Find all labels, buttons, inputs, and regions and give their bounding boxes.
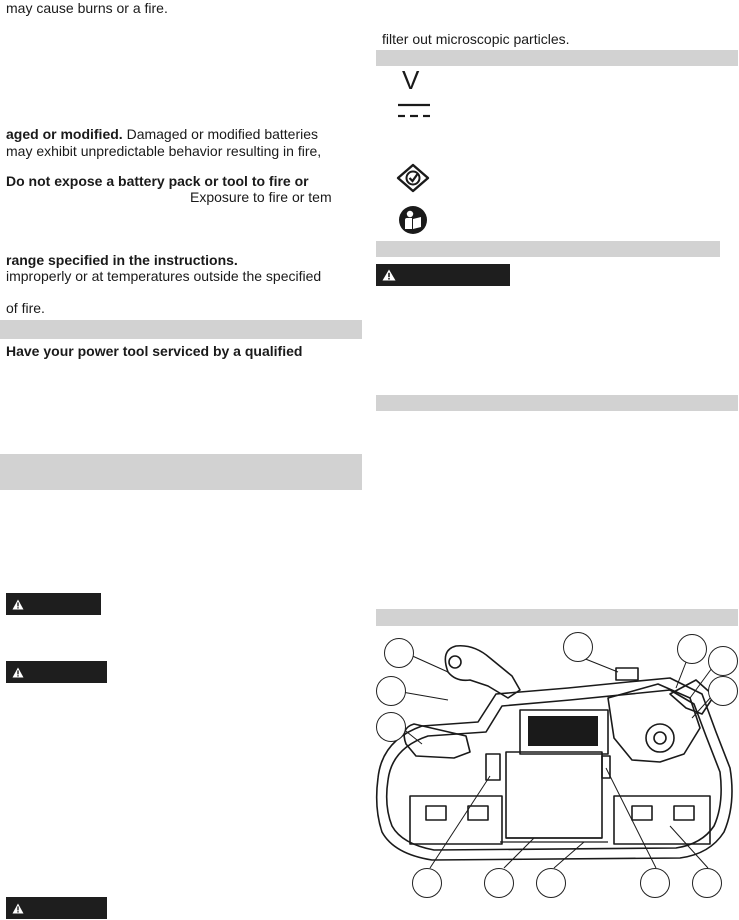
fire-bold: Do not expose a battery pack or tool to fire or	[6, 173, 309, 189]
callout-circle	[484, 868, 514, 898]
read-manual-icon	[398, 205, 428, 235]
warning-label-3	[6, 897, 107, 919]
callout-circle	[536, 868, 566, 898]
text-line-exposure: Exposure to fire or tem	[190, 189, 332, 205]
warning-triangle-icon	[12, 599, 24, 610]
callout-circle	[640, 868, 670, 898]
range-bold: range specified in the instructions.	[6, 252, 238, 268]
direct-current-icon	[397, 102, 431, 120]
text-line-unpredictable: may exhibit unpredictable behavior resulting in fire,	[6, 143, 322, 159]
damaged-bold: aged or modified.	[6, 126, 123, 142]
callout-circle	[677, 634, 707, 664]
text-line-serviced: Have your power tool serviced by a qualified	[6, 343, 303, 359]
warning-label-right	[376, 264, 510, 286]
callout-circle	[384, 638, 414, 668]
volts-symbol: V	[402, 65, 420, 95]
section-bar-service	[0, 320, 362, 339]
warning-label-2	[6, 661, 107, 683]
damaged-rest: Damaged or modified batteries	[122, 126, 319, 142]
callout-circle	[376, 676, 406, 706]
callout-circle	[563, 632, 593, 662]
callout-circle	[708, 676, 738, 706]
section-bar-specific-safety	[0, 454, 362, 490]
warning-triangle-icon	[382, 269, 396, 281]
callout-circle	[412, 868, 442, 898]
text-line-of-fire: of fire.	[6, 300, 45, 316]
warning-triangle-icon	[12, 903, 24, 914]
warning-label-1	[6, 593, 101, 615]
text-line-improperly: improperly or at temperatures outside the specified	[6, 268, 322, 284]
callout-circle	[376, 712, 406, 742]
callout-circle	[692, 868, 722, 898]
text-line-filter: filter out microscopic particles.	[382, 31, 570, 47]
text-line-damaged	[6, 126, 318, 143]
bandsaw-figure	[370, 628, 738, 920]
text-line-burns: may cause burns or a fire.	[6, 0, 168, 16]
callout-circle	[708, 646, 738, 676]
text-line-do-not-expose	[6, 173, 309, 190]
section-bar-functional	[376, 395, 738, 411]
section-bar-symbology	[376, 50, 738, 66]
rcm-compliance-icon	[396, 163, 430, 193]
section-bar-description	[376, 609, 738, 626]
text-line-range	[6, 252, 238, 269]
warning-triangle-icon	[12, 667, 24, 678]
section-bar-specifications	[376, 241, 720, 257]
